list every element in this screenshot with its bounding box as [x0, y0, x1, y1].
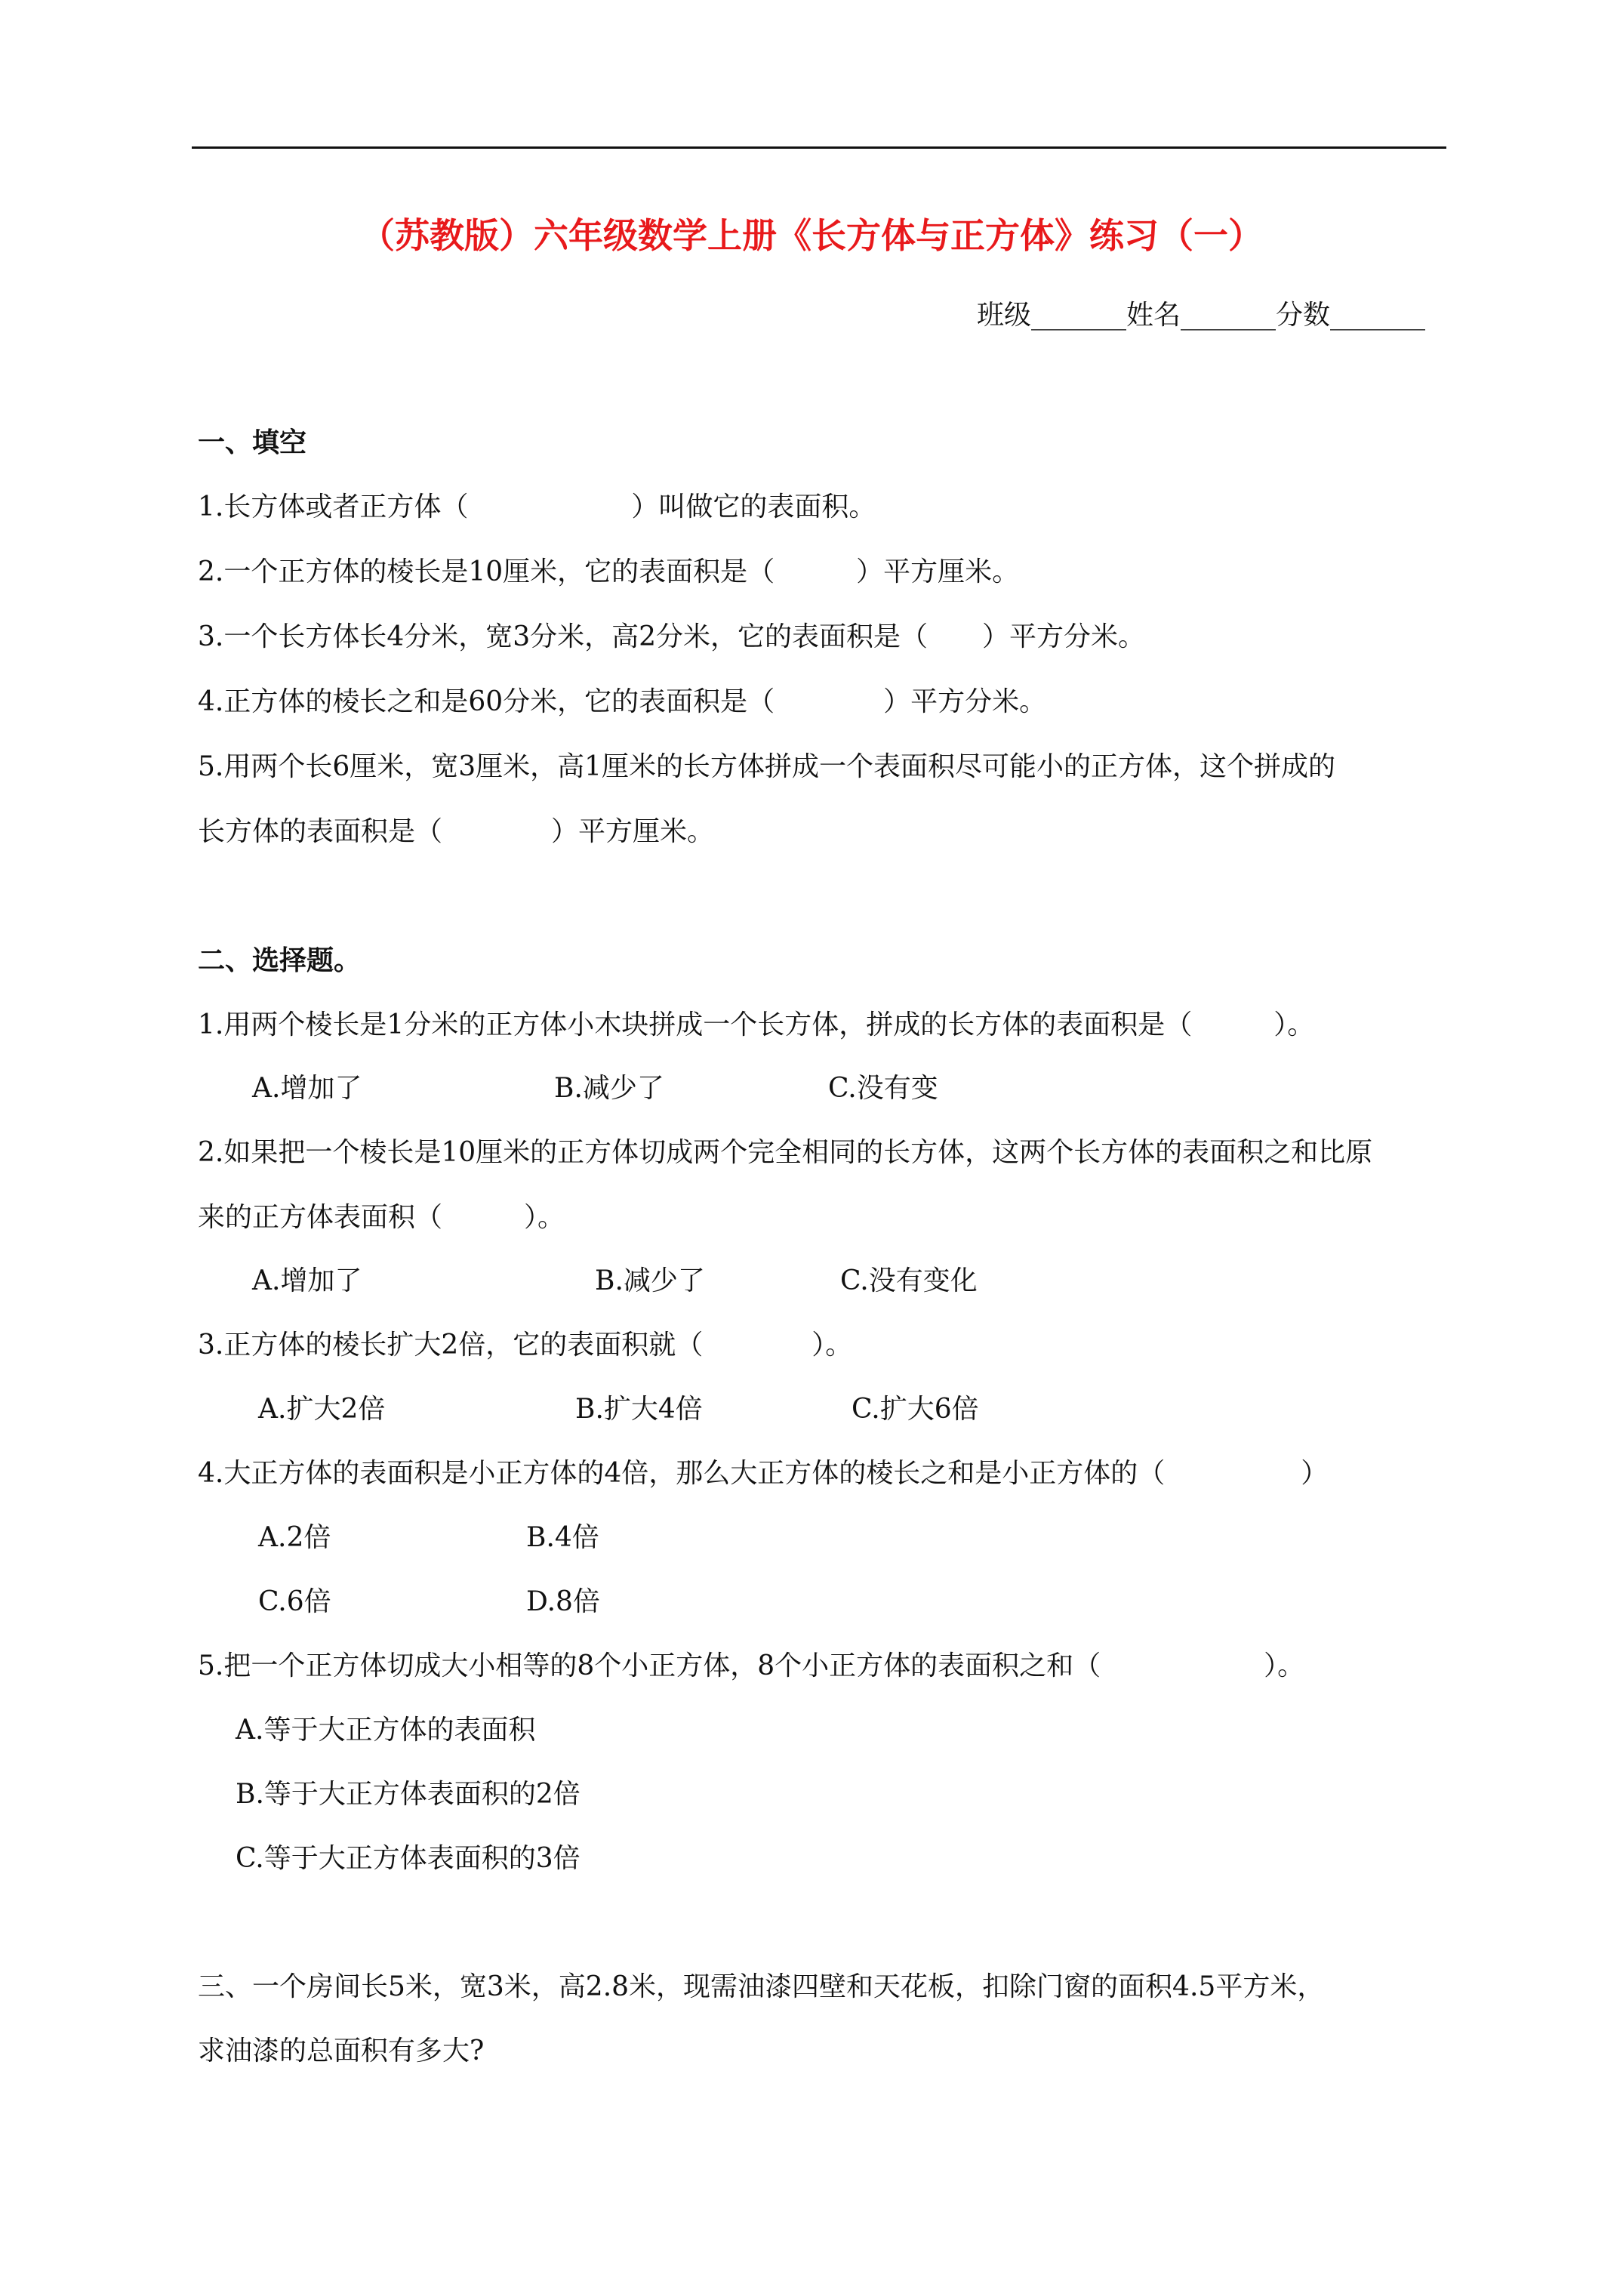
s1-question-1: 1.长方体或者正方体（ ）叫做它的表面积。 — [198, 492, 876, 522]
s1-question-2: 2.一个正方体的棱长是10厘米，它的表面积是（ ）平方厘米。 — [198, 556, 1020, 587]
s2-q4-option-d: D.8倍 — [526, 1586, 600, 1617]
header-rule — [192, 146, 1446, 149]
name-label: 姓名 — [1126, 300, 1181, 331]
s2-q3-option-b: B.扩大4倍 — [575, 1394, 703, 1425]
s2-q5-option-a: A.等于大正方体的表面积 — [236, 1715, 536, 1746]
class-label: 班级 — [976, 300, 1031, 331]
s2-q1-option-b: B.减少了 — [554, 1073, 664, 1104]
section3-line1: 三、一个房间长5米，宽3米，高2.8米，现需油漆四壁和天花板，扣除门窗的面积4.5平方米， — [198, 1971, 1325, 2002]
s1-question-3: 3.一个长方体长4分米，宽3分米，高2分米，它的表面积是（ ）平方分米。 — [198, 621, 1146, 652]
s1-question-5-line1: 5.用两个长6厘米，宽3厘米，高1厘米的长方体拼成一个表面积尽可能小的正方体，这个拼成的 — [198, 751, 1336, 782]
section3-line2: 求油漆的总面积有多大? — [198, 2036, 485, 2066]
s2-q3-option-a: A.扩大2倍 — [258, 1394, 386, 1425]
s2-q4-option-c: C.6倍 — [258, 1586, 331, 1617]
s2-q5-option-c: C.等于大正方体表面积的3倍 — [236, 1843, 581, 1874]
class-blank: _______ — [1030, 300, 1126, 331]
section2-heading: 二、选择题。 — [198, 945, 362, 976]
s2-question-3: 3.正方体的棱长扩大2倍，它的表面积就（ ）。 — [198, 1330, 853, 1361]
s2-q5-option-b: B.等于大正方体表面积的2倍 — [236, 1779, 581, 1810]
page-title: （苏教版）六年级数学上册《长方体与正方体》练习（一） — [360, 215, 1263, 256]
s2-question-2-line1: 2.如果把一个棱长是10厘米的正方体切成两个完全相同的长方体，这两个长方体的表面积之和比原 — [198, 1137, 1373, 1168]
s2-q2-option-c: C.没有变化 — [840, 1265, 978, 1296]
score-blank: _______ — [1330, 300, 1425, 331]
s2-q2-option-b: B.减少了 — [595, 1265, 705, 1296]
s2-q1-option-c: C.没有变 — [828, 1073, 938, 1104]
name-blank: _______ — [1180, 300, 1276, 331]
s2-q4-option-a: A.2倍 — [258, 1522, 331, 1553]
s2-q3-option-c: C.扩大6倍 — [852, 1394, 979, 1425]
s1-question-4: 4.正方体的棱长之和是60分米，它的表面积是（ ）平方分米。 — [198, 686, 1047, 717]
s2-question-2-line2: 来的正方体表面积（ ）。 — [198, 1202, 565, 1233]
score-label: 分数 — [1275, 300, 1330, 331]
s1-question-5-line2: 长方体的表面积是（ ）平方厘米。 — [198, 816, 715, 847]
s2-q2-option-a: A.增加了 — [252, 1265, 362, 1296]
s2-q4-option-b: B.4倍 — [526, 1522, 599, 1553]
student-info — [977, 297, 1425, 334]
section1-heading: 一、填空 — [198, 427, 307, 458]
s2-question-1: 1.用两个棱长是1分米的正方体小木块拼成一个长方体，拼成的长方体的表面积是（ ）。 — [198, 1009, 1315, 1040]
s2-question-4: 4.大正方体的表面积是小正方体的4倍，那么大正方体的棱长之和是小正方体的（ ） — [198, 1458, 1329, 1489]
s2-q1-option-a: A.增加了 — [252, 1073, 362, 1104]
s2-question-5: 5.把一个正方体切成大小相等的8个小正方体，8个小正方体的表面积之和（ ）。 — [198, 1650, 1305, 1681]
